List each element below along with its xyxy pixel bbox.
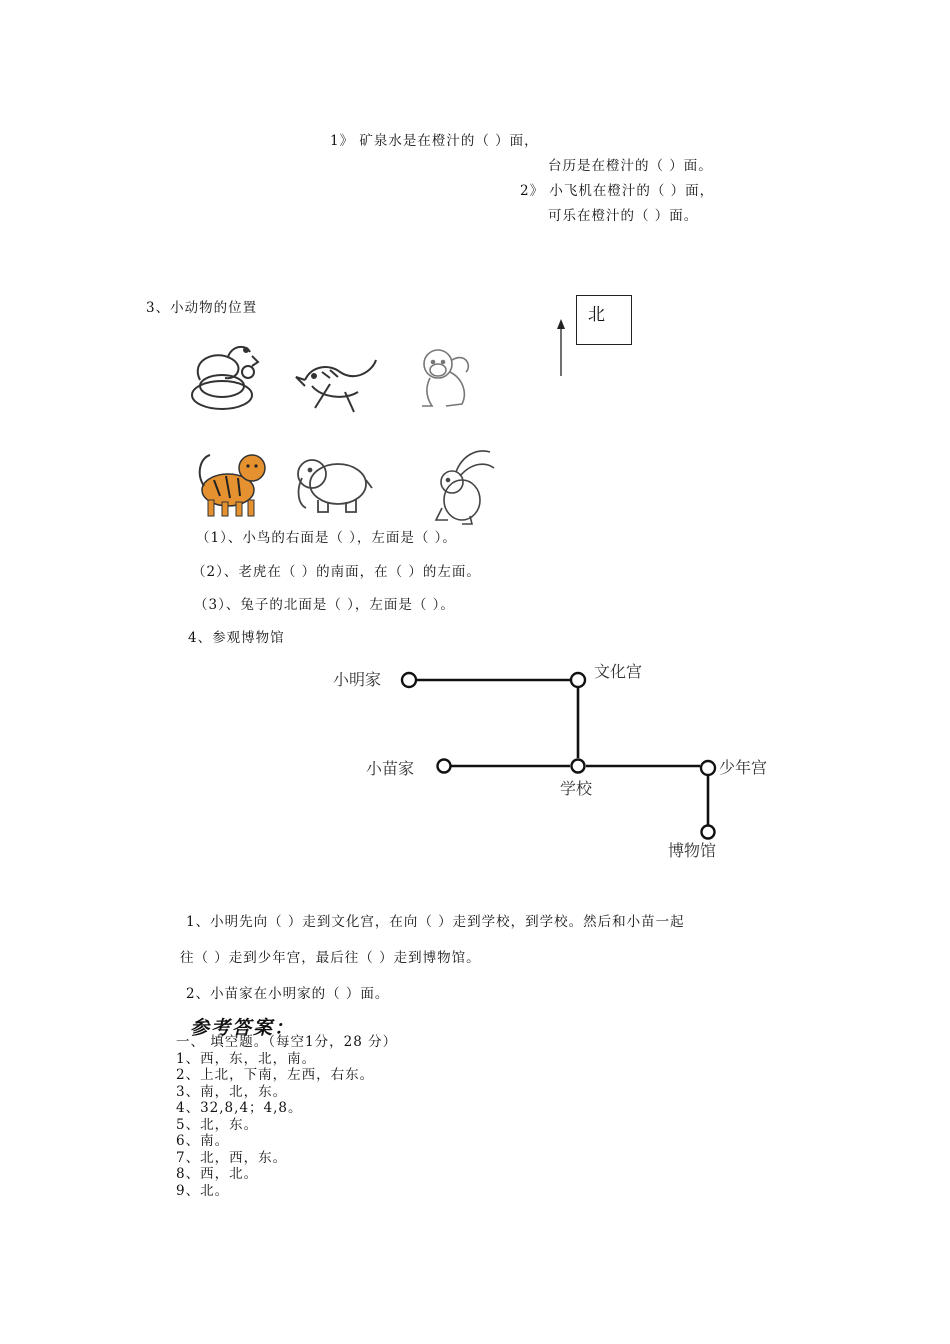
north-label: 北 bbox=[588, 305, 605, 325]
q-mineral-line1: 1》 矿泉水是在橙汁的（ ）面， bbox=[330, 133, 539, 149]
q-mineral-line2: 台历是在橙汁的（ ）面。 bbox=[548, 158, 713, 174]
elephant-icon bbox=[298, 460, 372, 512]
museum-label: 博物馆 bbox=[668, 841, 717, 860]
answer-line-1: 1、西，东，北，南。 bbox=[176, 1050, 317, 1067]
q4-item1-line2: 往（ ）走到少年宫，最后往（ ）走到博物馆。 bbox=[180, 950, 481, 966]
monkey-icon bbox=[422, 350, 468, 406]
rabbit-icon bbox=[436, 451, 494, 524]
q4-item1-line1: 1、小明先向（ ）走到文化宫，在向（ ）走到学校，到学校。然后和小苗一起 bbox=[186, 914, 685, 930]
answer-line-9: 9、北。 bbox=[176, 1182, 230, 1199]
culture-palace-node bbox=[571, 673, 585, 687]
answer-line-8: 8、西，北。 bbox=[176, 1166, 259, 1182]
answers-block bbox=[176, 1034, 397, 1199]
answer-line-7: 7、北，西，东。 bbox=[176, 1149, 288, 1166]
xiaoming-home-node bbox=[402, 673, 416, 687]
xiaomiao-home-label: 小苗家 bbox=[366, 759, 415, 778]
youth-palace-label: 少年宫 bbox=[719, 758, 768, 777]
answer-line-2: 2、上北，下南，左西，右东。 bbox=[176, 1067, 375, 1083]
tiger-icon bbox=[200, 455, 265, 516]
answers-section: 一、 填空题。（每空1分，28 分） bbox=[176, 1034, 398, 1050]
museum-node bbox=[702, 826, 715, 839]
north-arrow-icon bbox=[557, 319, 565, 376]
q3-item2: （2）、老虎在（ ）的南面，在（ ）的左面。 bbox=[192, 564, 481, 580]
q3-item1: （1）、小鸟的右面是（ ），左面是（ ）。 bbox=[196, 530, 457, 546]
answer-line-6: 6、南。 bbox=[176, 1133, 230, 1149]
snake-icon bbox=[192, 347, 258, 409]
xiaoming-home-label: 小明家 bbox=[333, 670, 382, 689]
answers-title: 参考答案： bbox=[190, 1017, 296, 1039]
school-label: 学校 bbox=[560, 779, 593, 798]
answer-line-5: 5、北，东。 bbox=[176, 1116, 259, 1133]
answer-line-3: 3、南，北，东。 bbox=[176, 1083, 288, 1100]
q4-title: 4、参观博物馆 bbox=[188, 630, 285, 646]
q3-title: 3、小动物的位置 bbox=[146, 300, 258, 316]
bird-icon bbox=[296, 360, 376, 412]
q3-item3: （3）、兔子的北面是（ ），左面是（ ）。 bbox=[194, 597, 455, 613]
q-mineral-line4: 可乐在橙汁的（ ）面。 bbox=[548, 208, 699, 224]
north-box bbox=[576, 295, 632, 345]
school-node bbox=[572, 760, 585, 773]
answer-line-4: 4、32,8,4；4,8。 bbox=[176, 1100, 303, 1116]
q-mineral-line3: 2》 小飞机在橙汁的（ ）面， bbox=[520, 183, 715, 199]
xiaomiao-home-node bbox=[438, 760, 451, 773]
culture-palace-label: 文化宫 bbox=[594, 662, 643, 681]
q4-item2: 2、小苗家在小明家的（ ）面。 bbox=[186, 986, 390, 1002]
youth-palace-node bbox=[701, 761, 715, 775]
